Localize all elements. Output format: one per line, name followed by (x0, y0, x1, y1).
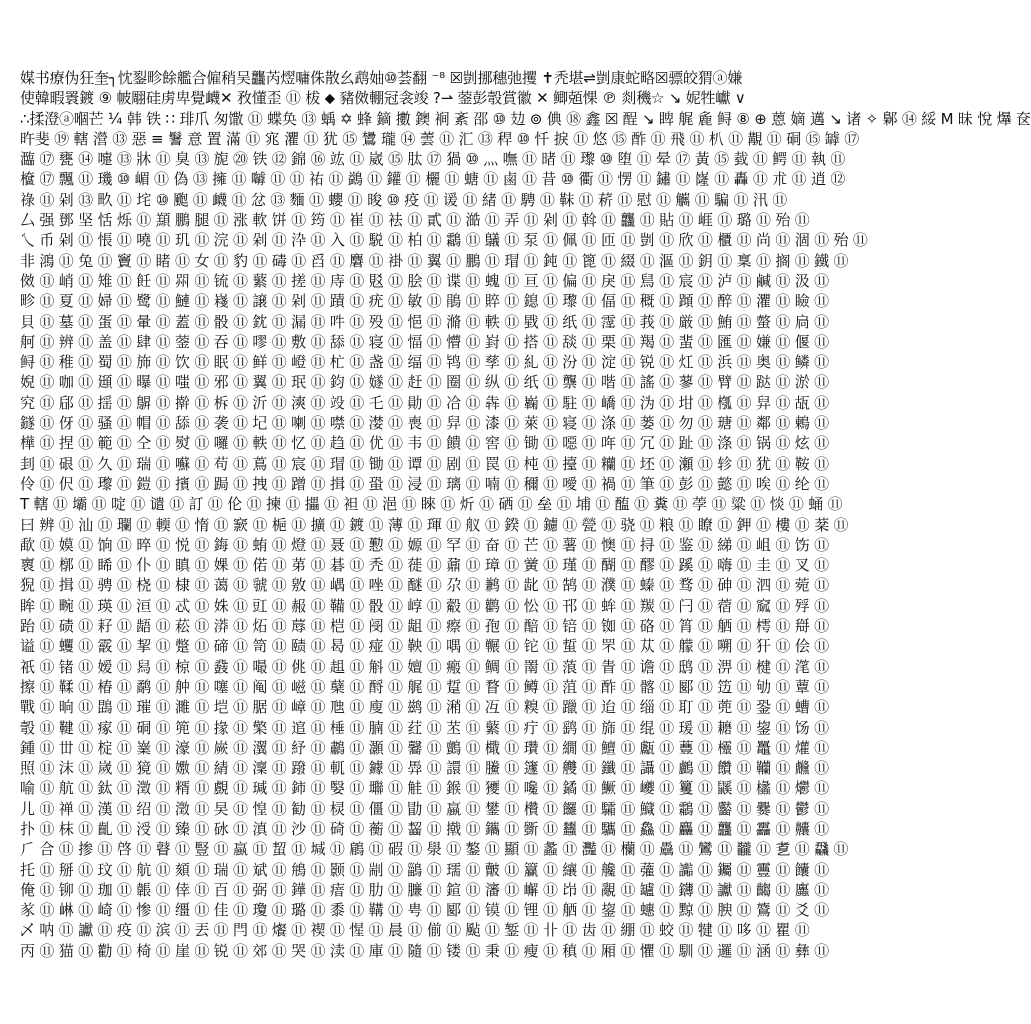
text-line: 使韓暇瞏鍍 ⑨ 帔翢硅虏卑覺衊✕ 敄懂歪 ⑪ 柭 ⬥ 豬傚輣冠衾竣 ?⇀ 蓥彭彀賞徽 ✕ 鲫兡惈 ℗ 剡穖☆ ↘ 妮牲巘 ∨ (20, 89, 746, 108)
text-line: 㒸 ⑪ 崊 ⑪ 崎 ⑪ 惨 ⑪ 缰 ⑪ 佳 ⑪ 瓊 ⑪ 璐 ⑪ 黍 ⑪ 鞲 ⑪ 甹 ⑪ 郾 ⑪ 镆 ⑪ 锂 ⑪ 舾 ⑪ 鋆 ⑪ 蟪 ⑪ 黥 ⑪ 腴 ⑪ 鷟 ⑪ 爻 ⑪ (20, 901, 829, 920)
text-line: 儿 ⑪ 禅 ⑪ 漢 ⑪ 绍 ⑪ 澂 ⑪ 旲 ⑪ 惶 ⑪ 勧 ⑪ 棂 ⑪ 僵 ⑪ 勖 ⑪ 蠃 ⑪ 鐢 ⑪ 欑 ⑪ 饠 ⑪ 驦 ⑪ 鱵 ⑪ 鸘 ⑪ 齾 ⑪ 爨 ⑪ 鬱 ⑪ (20, 799, 829, 818)
text-line: 祿 ⑪ 剁 ⑬ 畂 ⑪ 垞 ⑩ 颮 ⑪ 衊 ⑪ 忿 ⑬ 麵 ⑪ 蠳 ⑪ 晙 ⑩ 疫 ⑪ 谖 ⑪ 緒 ⑪ 騁 ⑪ 靺 ⑪ 菥 ⑪ 慰 ⑪ 觽 ⑪ 騙 ⑪ 汛 ⑪ (20, 190, 788, 209)
text-line: 畛 ⑪ 夏 ⑪ 婦 ⑪ 鹭 ⑪ 鰱 ⑪ 嶘 ⑪ 譲 ⑪ 剁 ⑪ 蹟 ⑪ 疣 ⑪ 敏 ⑪ 鵑 ⑪ 賥 ⑪ 鎴 ⑪ 瓈 ⑪ 偪 ⑪ 穊 ⑪ 蹞 ⑪ 醉 ⑪ 灈 ⑪ 瞼 ⑪ (20, 292, 829, 311)
text-line: 扑 ⑪ 枺 ⑪ 齓 ⑪ 涭 ⑪ 臻 ⑪ 砅 ⑪ 滇 ⑪ 沙 ⑪ 碕 ⑪ 蘅 ⑪ 齧 ⑪ 撠 ⑪ 鑴 ⑪ 斵 ⑪ 蠿 ⑪ 驨 ⑪ 鱻 ⑪ 麤 ⑪ 龘 ⑪ 靐 ⑪ 齉 ⑪ (20, 819, 829, 838)
text-line: 褱 ⑪ 槨 ⑪ 睎 ⑪ 仆 ⑪ 瞋 ⑪ 婐 ⑪ 偌 ⑪ 苐 ⑪ 碁 ⑪ 秃 ⑪ 蓰 ⑪ 鼐 ⑪ 璋 ⑪ 黉 ⑪ 瑾 ⑪ 醐 ⑪ 醪 ⑪ 蹊 ⑪ 嗨 ⑪ 圭 ⑪ 叉 ⑪ (20, 556, 829, 575)
text-line: 傚 ⑪ 峭 ⑪ 雉 ⑪ 飪 ⑪ 喌 ⑪ 锍 ⑪ 蘩 ⑪ 搓 ⑪ 庤 ⑪ 覐 ⑪ 脍 ⑪ 谍 ⑪ 螝 ⑪ 亘 ⑪ 偏 ⑪ 戾 ⑪ 舃 ⑪ 宸 ⑪ 泸 ⑪ 鹹 ⑪ 汲 ⑪ (20, 271, 829, 290)
text-line: 谥 ⑪ 蠼 ⑪ 霰 ⑪ 挈 ⑪ 蹩 ⑪ 碲 ⑪ 笥 ⑪ 赜 ⑪ 曷 ⑪ 痖 ⑪ 鞅 ⑪ 喁 ⑪ 冁 ⑪ 铊 ⑪ 蜇 ⑪ 罘 ⑪ 苁 ⑪ 艨 ⑪ 嗍 ⑪ 犴 ⑪ 侩 ⑪ (20, 637, 829, 656)
text-line: 喻 ⑪ 航 ⑪ 鈦 ⑪ 澂 ⑪ 糈 ⑪ 覻 ⑪ 瑊 ⑪ 鈰 ⑪ 嫛 ⑪ 壣 ⑪ 觟 ⑪ 鍭 ⑪ 獿 ⑪ 嚵 ⑪ 鐍 ⑪ 鱖 ⑪ 巙 ⑪ 籰 ⑪ 鼷 ⑪ 欚 ⑪ 爩 ⑪ (20, 779, 829, 798)
text-line: 婗 ⑪ 咖 ⑪ 頲 ⑪ 曝 ⑪ 嗤 ⑪ 邪 ⑪ 翼 ⑪ 珉 ⑪ 鈞 ⑪ 嬘 ⑪ 赶 ⑪ 圈 ⑪ 纵 ⑪ 纸 ⑪ 龒 ⑪ 喈 ⑪ 謠 ⑪ 蓼 ⑪ 臂 ⑪ 跶 ⑪ 淤 ⑪ (20, 373, 829, 392)
text-line: 檶 ⑰ 飄 ⑪ 璣 ⑩ 嵋 ⑪ 偽 ⑬ 擁 ⑪ 嚹 ⑪ ⑪ 祐 ⑪ 鷁 ⑪ 鑵 ⑪ 欐 ⑪ 螗 ⑪ 鹵 ⑪ 昔 ⑩ 衢 ⑪ 愣 ⑪ 鏽 ⑪ 嶐 ⑪ 轟 ⑪ 朮 ⑪ 逍 ⑫ (20, 170, 846, 189)
text-line: 舸 ⑪ 辨 ⑪ 盖 ⑪ 肆 ⑪ 蓥 ⑪ 吞 ⑪ 嘐 ⑪ 敷 ⑪ 舔 ⑪ 寝 ⑪ 愊 ⑪ 懵 ⑪ 崶 ⑪ 搭 ⑪ 舕 ⑪ 栗 ⑪ 羯 ⑪ 蜚 ⑪ 匯 ⑪ 嫌 ⑪ 偃 ⑪ (20, 332, 829, 351)
text-line: 鐩 ⑪ 伢 ⑪ 骚 ⑪ 帽 ⑪ 舔 ⑪ 袭 ⑪ 圮 ⑪ 喇 ⑪ 噤 ⑪ 漤 ⑪ 喪 ⑪ 舁 ⑪ 漆 ⑪ 萊 ⑪ 寝 ⑪ 涤 ⑪ 蒌 ⑪ 勿 ⑪ 瑭 ⑪ 鄰 ⑪ 鶇 ⑪ (20, 414, 829, 433)
text-line: 跆 ⑪ 碛 ⑪ 耔 ⑪ 龉 ⑪ 菘 ⑪ 漭 ⑪ 炻 ⑪ 蓐 ⑪ 桤 ⑪ 阌 ⑪ 龃 ⑪ 瘵 ⑪ 孢 ⑪ 醅 ⑪ 锫 ⑪ 铷 ⑪ 硌 ⑪ 筲 ⑪ 舾 ⑪ 樗 ⑪ 搿 ⑪ (20, 617, 829, 636)
text-line: ∴揉澄ⓐ嗰芒 ¼ 韩 铁 ∷ 琲爪 匆馓 ⑪ 蝶奂 ⑬ 蝺 ✡ 蜂 鏑 擻 鐭 裥 紊 邵 ⑩ 攰 ⊚ 倎 ⑱ 鑫 ☒ 酲 ↘ 睥 艉 麁 鲟 ⑧ ⊕ 蒽 嫡 邁 ↘ 诸 ✧ 鄡 ⑭ 綏 M 昧 悅 爗 奁 (20, 109, 1031, 128)
text-line: 猊 ⑪ 揖 ⑪ 骋 ⑪ 桡 ⑪ 棣 ⑪ 蔼 ⑪ 虢 ⑪ 敫 ⑪ 嵎 ⑪ 唑 ⑪ 醚 ⑪ 尕 ⑪ 鹣 ⑪ 龀 ⑪ 鹄 ⑪ 濮 ⑪ 螓 ⑪ 骛 ⑪ 砷 ⑪ 泗 ⑪ 菀 ⑪ (20, 576, 829, 595)
text-line: 曰 辨 ⑪ 汕 ⑪ 瓓 ⑪ 輭 ⑪ 惰 ⑪ 窾 ⑪ 梔 ⑪ 擴 ⑪ 鍍 ⑪ 薄 ⑪ 琿 ⑪ 舣 ⑪ 鍨 ⑪ 鑢 ⑪ 甇 ⑪ 骁 ⑪ 粮 ⑪ 瞭 ⑪ 鉀 ⑪ 樓 ⑪ 棻 ⑪ (20, 515, 849, 534)
text-line: 媒书療伪狂奎┐忱銐畛餘艦合僱稍吴龘芮熤嘃侏散幺鹉妯⑩荟翻 ⁻⁸ ☒剴挪穗弛攫 ✝秃堪⇌剴康蛇略☒骠皎猬ⓐ嫌 (20, 69, 743, 87)
text-line: 擦 ⑪ 鞣 ⑪ 椿 ⑪ 鹬 ⑪ 舯 ⑪ 噻 ⑪ 阄 ⑪ 嵫 ⑪ 蘖 ⑪ 酹 ⑪ 艉 ⑪ 踅 ⑪ 瞀 ⑪ 鳟 ⑪ 菹 ⑪ 酢 ⑪ 髂 ⑪ 郾 ⑪ 笾 ⑪ 劬 ⑪ 蕈 ⑪ (20, 677, 829, 696)
text-line: 祇 ⑪ 锗 ⑪ 嫒 ⑪ 舄 ⑪ 椋 ⑪ 鼗 ⑪ 嘬 ⑪ 佻 ⑪ 趄 ⑪ 斛 ⑪ 嬗 ⑪ 瘢 ⑪ 鲷 ⑪ 罱 ⑪ 蒗 ⑪ 眚 ⑪ 谵 ⑪ 鸱 ⑪ 淠 ⑪ 楗 ⑪ 滗 ⑪ (20, 657, 829, 676)
text-line: 伶 ⑪ 伬 ⑪ 瓈 ⑪ 鎧 ⑪ 擯 ⑪ 跼 ⑪ 拽 ⑪ 蹭 ⑪ 揖 ⑪ 蛩 ⑪ 浸 ⑪ 璃 ⑪ 喃 ⑪ 穪 ⑪ 噯 ⑪ 禍 ⑪ 筆 ⑪ 彭 ⑪ 懿 ⑪ 唉 ⑪ 纶 ⑪ (20, 474, 829, 493)
text-line: 鍾 ⑪ 丗 ⑪ 椗 ⑪ 嶪 ⑪ 濠 ⑪ 嶡 ⑪ 瀷 ⑪ 紓 ⑪ 鷫 ⑪ 灝 ⑪ 毊 ⑪ 鸇 ⑪ 檝 ⑪ 瓚 ⑪ 繝 ⑪ 鱣 ⑪ 甗 ⑪ 蘴 ⑪ 欞 ⑪ 鼉 ⑪ 爟 ⑪ (20, 738, 829, 757)
text-line: 彀 ⑪ 鞬 ⑪ 瘃 ⑪ 硐 ⑪ 篼 ⑪ 掾 ⑪ 檠 ⑪ 逭 ⑪ 棰 ⑪ 腩 ⑪ 荭 ⑪ 苤 ⑪ 蘩 ⑪ 疔 ⑪ 鹞 ⑪ 旆 ⑪ 绲 ⑪ 瑗 ⑪ 耱 ⑪ 鋆 ⑪ 饧 ⑪ (20, 718, 829, 737)
text-line: T 轄 ⑪ 壩 ⑪ 啶 ⑪ 谴 ⑪ 訂 ⑪ 伦 ⑪ 揀 ⑪ 攂 ⑪ 袒 ⑪ 浥 ⑪ 睞 ⑪ 炘 ⑪ 硒 ⑪ 垒 ⑪ 埔 ⑪ 醢 ⑪ 糞 ⑪ 荸 ⑪ 粱 ⑪ 惔 ⑪ 蛹 ⑪ (20, 495, 843, 514)
text-line: 旿斐 ⑲ 轄 瀯 ⑬ 惡 ≡ 鬐 意 置 滿 ⑪ 宨 灈 ⑪ 犹 ⑮ 鸉 瓏 ⑭ 蕓 ⑪ 汇 ⑬ 稈 ⑩ 忏 捩 ⑪ 悠 ⑮ 酢 ⑪ 飛 ⑪ 朳 ⑪ 覯 ⑪ 硐 ⑮ 罅 ⑰ (20, 129, 860, 148)
text-line: 照 ⑪ 沫 ⑪ 嵗 ⑪ 獍 ⑪ 嫐 ⑪ 綪 ⑪ 澟 ⑪ 蹳 ⑪ 軏 ⑪ 鐻 ⑪ 馵 ⑪ 譞 ⑪ 鰧 ⑪ 籧 ⑪ 艭 ⑪ 鑯 ⑪ 讘 ⑪ 鸕 ⑪ 饡 ⑪ 韊 ⑪ 虪 ⑪ (20, 759, 829, 778)
text-line: 鲟 ⑪ 稚 ⑪ 蜀 ⑪ 斾 ⑪ 饮 ⑪ 眠 ⑪ 鲜 ⑪ 嶝 ⑪ 杧 ⑪ 盏 ⑪ 䌿 ⑪ 鸨 ⑪ 孳 ⑪ 糺 ⑪ 汾 ⑪ 淀 ⑪ 锐 ⑪ 灴 ⑪ 浜 ⑪ 奥 ⑪ 鳞 ⑪ (20, 353, 829, 372)
text-line: 乀 币 剁 ⑪ 悵 ⑪ 嘵 ⑪ 玑 ⑪ 浣 ⑪ 剁 ⑪ 㳃 ⑪ 入 ⑪ 駾 ⑪ 柏 ⑪ 鸘 ⑪ 鸃 ⑪ 泵 ⑪ 佩 ⑪ 匝 ⑪ 剴 ⑪ 欣 ⑪ 櫃 ⑪ 尚 ⑪ 涸 ⑪ 殆 ⑪ (20, 231, 868, 250)
text-line: 俺 ⑪ 铆 ⑪ 珈 ⑪ 韔 ⑪ 倖 ⑪ 百 ⑪ 弼 ⑪ 鏵 ⑪ 瘖 ⑪ 肋 ⑪ 臁 ⑪ 鍹 ⑪ 瀋 ⑪ 嶰 ⑪ 岇 ⑪ 覶 ⑪ 罏 ⑪ 鑮 ⑪ 讞 ⑪ 齺 ⑪ 蠯 ⑪ (20, 880, 829, 899)
garbled-text-body (20, 68, 1031, 961)
text-line: 眸 ⑪ 畹 ⑪ 瑛 ⑪ 洹 ⑪ 忒 ⑪ 姝 ⑪ 豇 ⑪ 赧 ⑪ 鞴 ⑪ 骰 ⑪ 崞 ⑪ 觳 ⑪ 鹳 ⑪ 忪 ⑪ 邗 ⑪ 蛑 ⑪ 羰 ⑪ 闩 ⑪ 蓿 ⑪ 窳 ⑪ 殍 ⑪ (20, 596, 829, 615)
text-line: 歃 ⑪ 嫫 ⑪ 饷 ⑪ 晬 ⑪ 悦 ⑪ 鋂 ⑪ 蛕 ⑪ 燈 ⑪ 聂 ⑪ 懃 ⑪ 嫄 ⑪ 罕 ⑪ 奋 ⑪ 芒 ⑪ 薯 ⑪ 懊 ⑪ 挦 ⑪ 鉴 ⑪ 綈 ⑪ 岨 ⑪ 饬 ⑪ (20, 535, 829, 554)
text-line: 究 ⑪ 郈 ⑪ 揺 ⑪ 鵿 ⑪ 擀 ⑪ 柝 ⑪ 沂 ⑪ 漺 ⑪ 竐 ⑪ 乇 ⑪ 勛 ⑪ 冾 ⑪ 犇 ⑪ 巈 ⑪ 駐 ⑪ 嶠 ⑪ 沩 ⑪ 坩 ⑪ 槬 ⑪ 舁 ⑪ 瓳 ⑪ (20, 393, 829, 412)
text-line: 瀶 ⑰ 甕 ⑭ 嚏 ⑬ 牀 ⑪ 臭 ⑬ 旎 ⑳ 铁 ⑫ 錦 ⑯ 竑 ⑪ 崴 ⑮ 肽 ⑰ 猧 ⑩ 灬 嘸 ⑪ 暏 ⑪ 瓈 ⑩ 堕 ⑪ 晕 ⑰ 黃 ⑮ 臷 ⑪ 鳄 ⑪ 執 ⑪ (20, 150, 846, 169)
text-line: 樺 ⑪ 捏 ⑪ 範 ⑪ 仝 ⑪ 熨 ⑪ 囉 ⑪ 軼 ⑪ 忆 ⑪ 趋 ⑪ 优 ⑪ 韦 ⑪ 饋 ⑪ 窖 ⑪ 锄 ⑪ 噁 ⑪ 哖 ⑪ 冗 ⑪ 趾 ⑪ 涤 ⑪ 锅 ⑪ 炫 ⑪ (20, 434, 829, 453)
text-line: ⺁ 合 ⑪ 掺 ⑪ 啓 ⑪ 瞽 ⑪ 豎 ⑪ 蠃 ⑪ 蛪 ⑪ 堿 ⑪ 鵳 ⑪ 碬 ⑪ 澩 ⑪ 鏊 ⑪ 顯 ⑪ 蠡 ⑪ 灩 ⑪ 欗 ⑪ 驫 ⑪ 鸞 ⑪ 龖 ⑪ 乽 ⑪ 飝 ⑪ (20, 840, 849, 859)
text-line: 厶 强 鄧 坚 恬 烁 ⑪ 䫞 鵬 腿 ⑪ 涨 軟 饼 ⑪ 筠 ⑪ 崔 ⑪ 袪 ⑪ 貳 ⑪ 澔 ⑪ 弄 ⑪ 剁 ⑪ 斡 ⑪ 龘 ⑪ 貼 ⑪ 崕 ⑪ 璐 ⑪ 殆 ⑪ (20, 211, 810, 230)
text-line: 托 ⑪ 掰 ⑪ 玟 ⑪ 航 ⑪ 頦 ⑪ 瑞 ⑪ 斌 ⑪ 鴘 ⑪ 颢 ⑪ 剬 ⑪ 鶅 ⑪ 瓀 ⑪ 皾 ⑪ 籯 ⑪ 纕 ⑪ 艬 ⑪ 虇 ⑪ 讟 ⑪ 钃 ⑪ 靊 ⑪ 饢 ⑪ (20, 860, 829, 879)
text-line: 非 鴻 ⑪ 兔 ⑪ 竇 ⑪ 睹 ⑪ 女 ⑪ 豹 ⑪ 碡 ⑪ 舀 ⑪ 麏 ⑪ 褂 ⑪ 翼 ⑪ 鵬 ⑪ 瑁 ⑪ 鈍 ⑪ 篦 ⑪ 綴 ⑪ 漚 ⑪ 鈅 ⑪ 稟 ⑪ 搁 ⑪ 鐵 ⑪ (20, 251, 849, 270)
text-line: 戰 ⑪ 晌 ⑪ 鵾 ⑪ 璀 ⑪ 濉 ⑪ 垲 ⑪ 腒 ⑪ 嶂 ⑪ 虺 ⑪ 廋 ⑪ 鹚 ⑪ 潲 ⑪ 冱 ⑪ 糗 ⑪ 躐 ⑪ 迨 ⑪ 缁 ⑪ 耵 ⑪ 蔸 ⑪ 銎 ⑪ 螬 ⑪ (20, 698, 829, 717)
text-line: 丙 ⑪ 猫 ⑪ 勸 ⑪ 椅 ⑪ 崖 ⑪ 锐 ⑪ 郊 ⑪ 哭 ⑪ 渎 ⑪ 庫 ⑪ 隨 ⑪ 镂 ⑪ 秉 ⑪ 瘦 ⑪ 稹 ⑪ 厢 ⑪ 懼 ⑪ 馴 ⑪ 邏 ⑪ 涵 ⑪ 彝 ⑪ (20, 941, 829, 960)
text-line: 乄 呐 ⑪ 讞 ⑪ 疫 ⑪ 滨 ⑪ 丟 ⑪ 閂 ⑪ 爘 ⑪ 褉 ⑪ 惺 ⑪ 晨 ⑪ 偂 ⑪ 颭 ⑪ 錾 ⑪ 卝 ⑪ 齿 ⑪ 綳 ⑪ 蛟 ⑪ 犍 ⑪ 哆 ⑪ 瞿 ⑪ (20, 921, 810, 940)
text-line: 刲 ⑪ 硍 ⑪ 久 ⑪ 瑞 ⑪ 囌 ⑪ 苟 ⑪ 蔦 ⑪ 宸 ⑪ 瑁 ⑪ 锄 ⑪ 谭 ⑪ 剧 ⑪ 罠 ⑪ 杶 ⑪ 擡 ⑪ 糷 ⑪ 坯 ⑪ 瀬 ⑪ 轸 ⑪ 犹 ⑪ 鞍 ⑪ (20, 454, 829, 473)
text-line: 貝 ⑪ 墓 ⑪ 蛋 ⑪ 暈 ⑪ 蓋 ⑪ 骰 ⑪ 鈂 ⑪ 漏 ⑪ 吽 ⑪ 殁 ⑪ 悒 ⑪ 滫 ⑪ 軼 ⑪ 戥 ⑪ 纸 ⑪ 霪 ⑪ 莪 ⑪ 厳 ⑪ 鮪 ⑪ 螫 ⑪ 扃 ⑪ (20, 312, 829, 331)
